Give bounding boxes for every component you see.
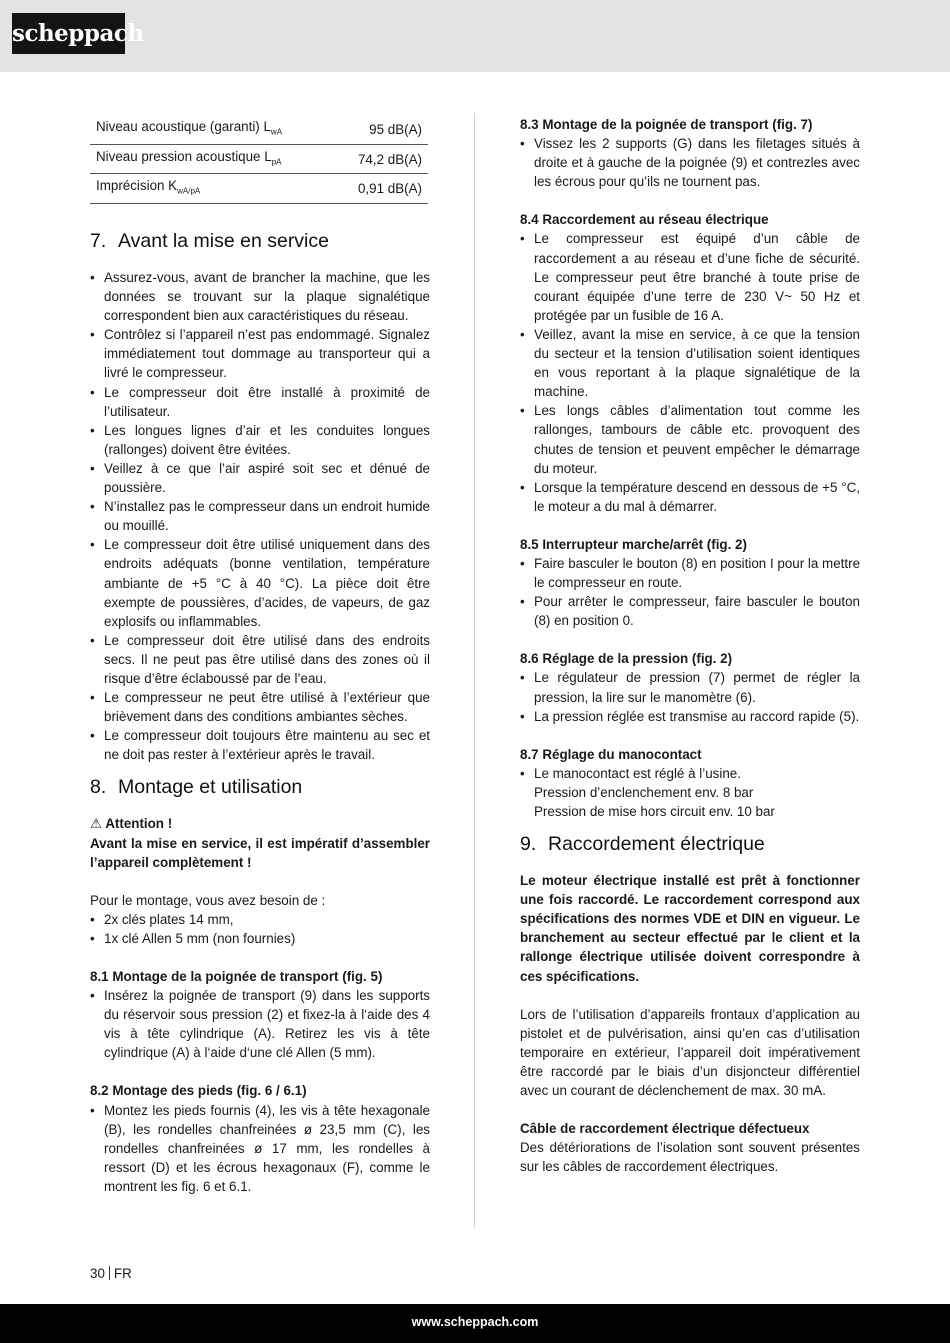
list-item: • Le régulateur de pression (7) permet de régler la pression, la lire sur le manomètre (6). — [520, 668, 860, 706]
section-8-7-list — [520, 764, 860, 821]
right-column — [520, 115, 860, 1176]
section-7-heading: 7. Avant la mise en service — [90, 230, 329, 253]
spec-label: Niveau acoustique (garanti) $L_{wA}$ — [90, 115, 334, 144]
list-item: • Pour arrêter le compresseur, faire basculer le bouton (8) en position 0. — [520, 592, 860, 630]
list-item: • Le compresseur doit être utilisé uniquement dans des endroits adéquats (bonne ventilation, température ambiante de +5 °C à 40 °C). La pièce doit être exempte de poussières, d’acides, de vapeurs, de gaz explosifs ou inflammables. — [90, 535, 430, 630]
section-8-2-heading: 8.2 Montage des pieds (fig. 6 / 6.1) — [90, 1083, 307, 1099]
list-item: • Lorsque la température descend en dessous de +5 °C, le moteur a du mal à démarrer. — [520, 478, 860, 516]
list-item: • Insérez la poignée de transport (9) dans les supports du réservoir sous pression (2) et fixez-la à l‘aide des 4 vis à tête cylindrique (A). Retirez les vis à tête cylindrique (A) à l‘aide d‘une clé Allen (5 mm). — [90, 986, 430, 1062]
section-8-4-heading: 8.4 Raccordement au réseau électrique — [520, 212, 769, 228]
list-item: • Montez les pieds fournis (4), les vis à tête hexagonale (B), les rondelles chanfreinées ø 23,5 mm (C), les rondelles chanfreinées ø 17 mm, les rondelles à ressort (D) et les écrous hexagonaux (F), comme le montrent les fig. 6 et 6.1. — [90, 1101, 430, 1196]
attention-label: ⚠ Attention ! — [90, 816, 173, 832]
list-item: • Le compresseur ne peut être utilisé à l’extérieur que brièvement dans des conditions ambiantes sèches. — [90, 688, 430, 726]
section-8-6-list — [520, 668, 860, 725]
section-8-1-list — [90, 986, 430, 1062]
section-8-7-heading: 8.7 Réglage du manocontact — [520, 746, 702, 762]
section-8-heading: 8. Montage et utilisation — [90, 776, 303, 799]
list-item: • La pression réglée est transmise au raccord rapide (5). — [520, 707, 860, 726]
list-item: • Veillez, avant la mise en service, à ce que la tension du secteur et la tension d’utilisation soient identiques en vous reportant à la plaque signalétique de la machine. — [520, 325, 860, 401]
spec-value: 74,2 dB(A) — [334, 144, 428, 174]
table-row — [90, 174, 428, 204]
spec-value: 0,91 dB(A) — [334, 174, 428, 204]
list-item: • Le manocontact est réglé à l’usine. Pression d’enclenchement env. 8 bar Pression de mise hors circuit env. 10 bar — [520, 764, 860, 821]
section-7-list — [90, 268, 430, 764]
section-9-paragraph: Lors de l’utilisation d’appareils frontaux d’application au pistolet et de pulvérisation, ainsi qu’en cas d’utilisation temporaire en extérieur, l’appareil doit impérativement être raccordé par le biais d’un disjoncteur différentiel avec un courant de déclenchement de max. 30 mA. — [520, 1006, 860, 1099]
section-8-5-heading: 8.5 Interrupteur marche/arrêt (fig. 2) — [520, 536, 747, 552]
section-8-6-heading: 8.6 Réglage de la pression (fig. 2) — [520, 651, 733, 667]
table-row — [90, 144, 428, 174]
list-item: • Les longues lignes d’air et les conduites longues (rallonges) doivent être évitées. — [90, 421, 430, 459]
website-link[interactable]: www.scheppach.com — [411, 1315, 539, 1329]
spec-label: Niveau pression acoustique $L_{pA}$ — [90, 144, 334, 174]
spec-label: Imprécision $K_{wA/pA}$ — [90, 174, 334, 204]
section-8-3-heading: 8.3 Montage de la poignée de transport (fig. 7) — [520, 117, 813, 132]
list-item: • Contrôlez si l’appareil n’est pas endommagé. Signalez immédiatement tout dommage au transporteur qui a livré le compresseur. — [90, 325, 430, 382]
list-item: • Veillez à ce que l’air aspiré soit sec et dénué de poussière. — [90, 459, 430, 497]
list-item: • Faire basculer le bouton (8) en position I pour la mettre le compresseur en route. — [520, 554, 860, 592]
list-item: • Le compresseur doit être installé à proximité de l’utilisateur. — [90, 383, 430, 421]
list-item: • Vissez les 2 supports (G) dans les filetages situés à droite et à gauche de la poignée (9) et contrezles avec les écrous pour qu’ils ne tournent pas. — [520, 134, 860, 191]
defective-cable-heading: Câble de raccordement électrique défectueux — [520, 1121, 810, 1137]
list-item: • Le compresseur doit être utilisé dans des endroits secs. Il ne peut pas être utilisé dans des zones où il risque d’être éclaboussé par de l’eau. — [90, 631, 430, 688]
section-9-heading: 9. Raccordement électrique — [520, 833, 765, 856]
page-number: 30 FR — [90, 1266, 132, 1281]
warning-text: Avant la mise en service, il est impératif d’assembler l’appareil complètement ! — [90, 835, 430, 870]
section-8-5-list — [520, 554, 860, 630]
defective-cable-paragraph: Des détériorations de l’isolation sont souvent présentes sur les câbles de raccordement électriques. — [520, 1140, 860, 1175]
acoustic-spec-table — [90, 115, 428, 204]
list-item: • 1x clé Allen 5 mm (non fournies) — [90, 929, 430, 948]
table-row — [90, 115, 428, 144]
list-item: • N’installez pas le compresseur dans un endroit humide ou mouillé. — [90, 497, 430, 535]
section-9-bold-paragraph: Le moteur électrique installé est prêt à fonctionner une fois raccordé. Le raccordement correspond aux spécifications des normes VDE et DIN en vigueur. Le branchement au secteur effectué par le client et la rallonge électrique utilisée doivent correspondre à ces spécifications. — [520, 873, 860, 984]
tools-intro: Pour le montage, vous avez besoin de : — [90, 892, 326, 908]
section-8-1-heading: 8.1 Montage de la poignée de transport (fig. 5) — [90, 969, 383, 985]
section-8-3-list — [520, 134, 860, 191]
list-item: • Les longs câbles d’alimentation tout comme les rallonges, tambours de câble etc. provoquent des chutes de tension et peuvent empêcher le démarrage du moteur. — [520, 401, 860, 477]
list-item: • Assurez-vous, avant de brancher la machine, que les données se trouvant sur la plaque signalétique correspondent bien aux caractéristiques du réseau. — [90, 268, 430, 325]
tools-list — [90, 910, 430, 948]
list-item: • 2x clés plates 14 mm, — [90, 910, 430, 929]
section-8-4-list — [520, 229, 860, 515]
section-8-2-list — [90, 1101, 430, 1196]
list-item: • Le compresseur doit toujours être maintenu au sec et ne doit pas rester à l’extérieur après le travail. — [90, 726, 430, 764]
spec-value: 95 dB(A) — [334, 115, 428, 144]
brand-logo: scheppach — [12, 13, 125, 54]
left-column — [90, 115, 430, 1196]
list-item: • Le compresseur est équipé d’un câble de raccordement a au réseau et d’une fiche de sécurité. Le compresseur peut être branché à toute prise de courant équipée d’une terre de 230 V~ 50 Hz et protégée par un fusible de 16 A. — [520, 229, 860, 324]
column-divider — [474, 113, 475, 1228]
